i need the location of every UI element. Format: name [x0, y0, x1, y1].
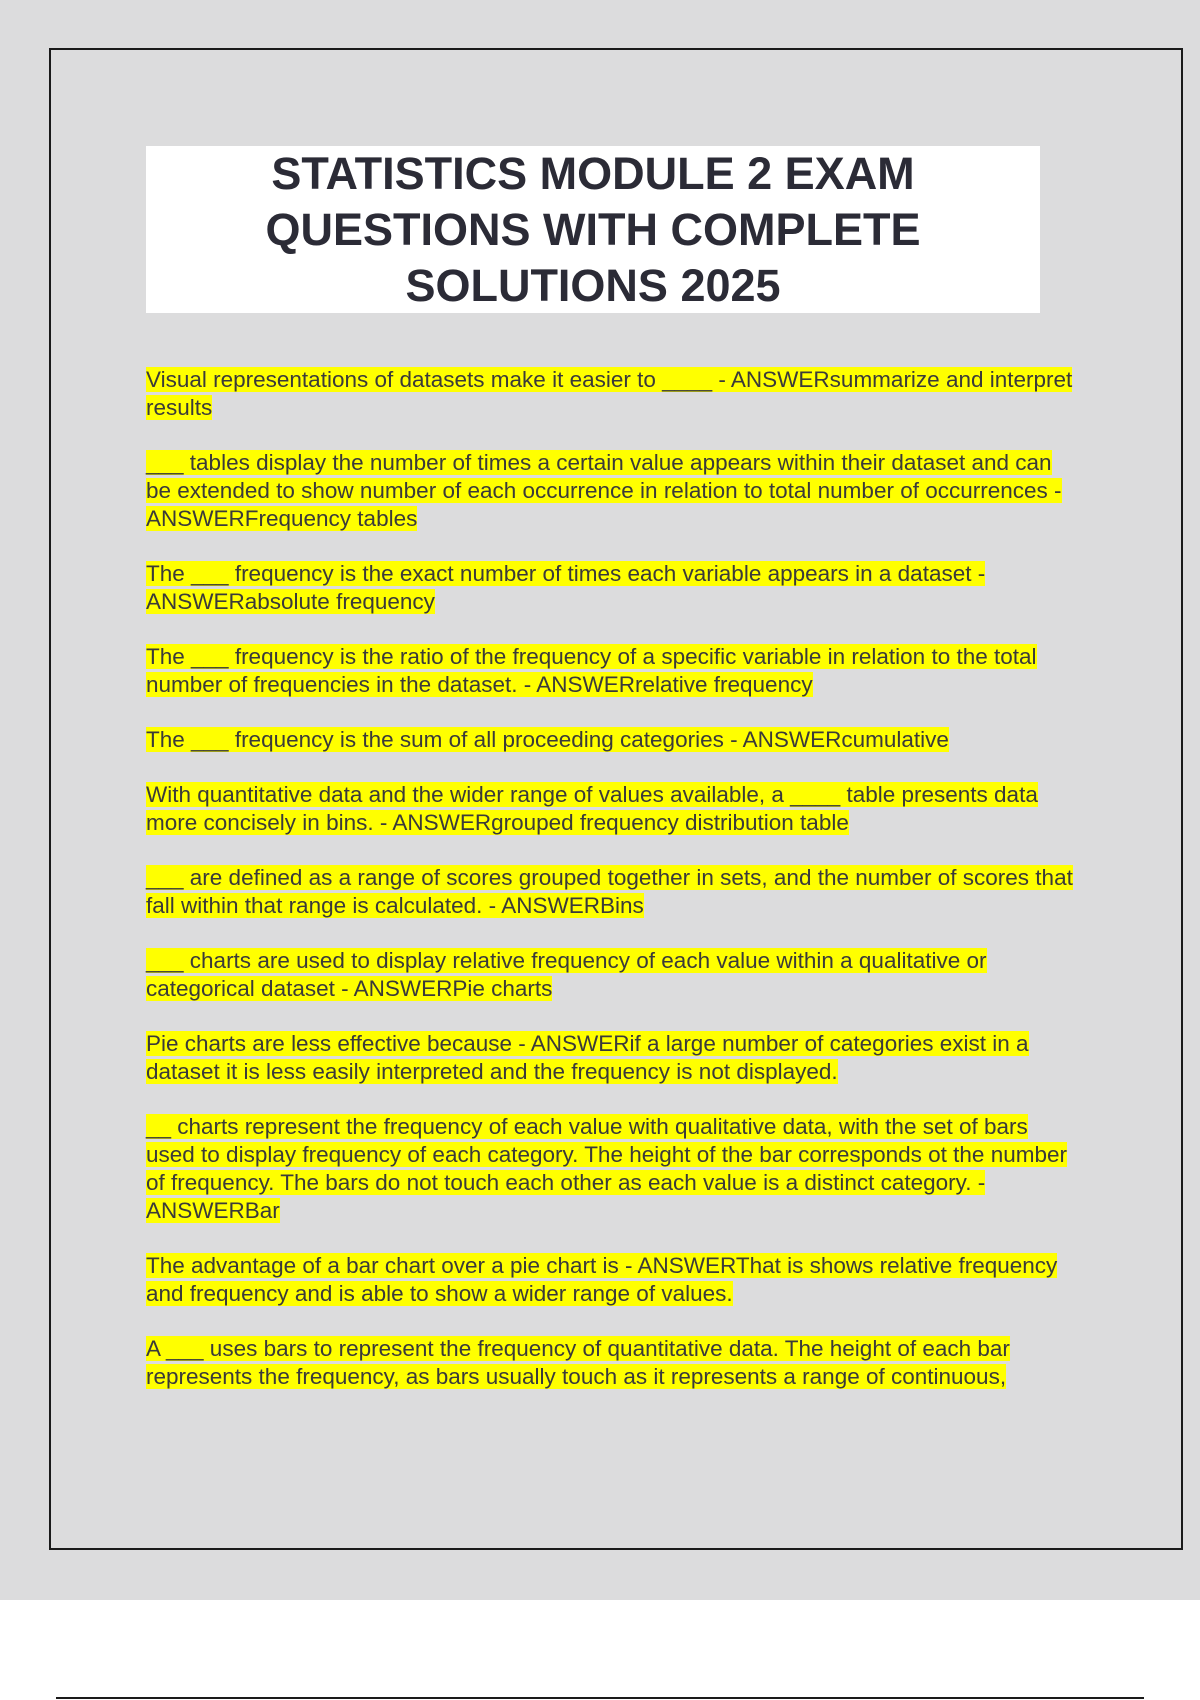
qa-item — [146, 560, 1081, 616]
qa-item — [146, 1030, 1081, 1086]
qa-text: The ___ frequency is the exact number of times each variable appears in a dataset - ANSWERabsolute frequency — [146, 561, 986, 614]
qa-text: The ___ frequency is the sum of all proceeding categories - ANSWERcumulative — [146, 727, 949, 752]
qa-item — [146, 1252, 1081, 1308]
qa-item — [146, 781, 1081, 837]
qa-text: With quantitative data and the wider range of values available, a ____ table presents data more concisely in bins. - ANSWERgrouped frequency distribution table — [146, 782, 1038, 835]
qa-item — [146, 643, 1081, 699]
qa-item — [146, 864, 1081, 920]
qa-item — [146, 726, 1081, 754]
qa-text: A ___ uses bars to represent the frequency of quantitative data. The height of each bar represents the frequency, as bars usually touch as it represents a range of continuous, — [146, 1336, 1010, 1389]
qa-text: ___ charts are used to display relative frequency of each value within a qualitative or categorical dataset - ANSWERPie charts — [146, 948, 987, 1001]
qa-text: Pie charts are less effective because - ANSWERif a large number of categories exist in a dataset it is less easily interpreted and the frequency is not displayed. — [146, 1031, 1029, 1084]
qa-text: Visual representations of datasets make it easier to ____ - ANSWERsummarize and interpret results — [146, 367, 1073, 420]
qa-item — [146, 1335, 1081, 1391]
qa-text: The advantage of a bar chart over a pie chart is - ANSWERThat is shows relative frequency and frequency and is able to show a wider range of values. — [146, 1253, 1058, 1306]
document-title: STATISTICS MODULE 2 EXAM QUESTIONS WITH COMPLETE SOLUTIONS 2025 — [265, 147, 921, 311]
qa-text: The ___ frequency is the ratio of the frequency of a specific variable in relation to the total number of frequencies in the dataset. - ANSWERrelative frequency — [146, 644, 1037, 697]
qa-list — [146, 366, 1081, 1418]
footer-rule — [56, 1697, 1144, 1699]
qa-text: ___ tables display the number of times a certain value appears within their dataset and can be extended to show number of each occurrence in relation to total number of occurrences - ANSWERFrequency tables — [146, 450, 1062, 531]
qa-item — [146, 947, 1081, 1003]
qa-text: ___ are defined as a range of scores grouped together in sets, and the number of scores that fall within that range is calculated. - ANSWERBins — [146, 865, 1073, 918]
title-box — [146, 146, 1040, 313]
qa-item — [146, 449, 1081, 533]
qa-item — [146, 1113, 1081, 1225]
qa-item — [146, 366, 1081, 422]
qa-text: __ charts represent the frequency of each value with qualitative data, with the set of bars used to display frequency of each category. The height of the bar corresponds ot the number of frequency. The bars do not touch each other as each value is a distinct category. - ANSWERBar — [146, 1114, 1067, 1223]
